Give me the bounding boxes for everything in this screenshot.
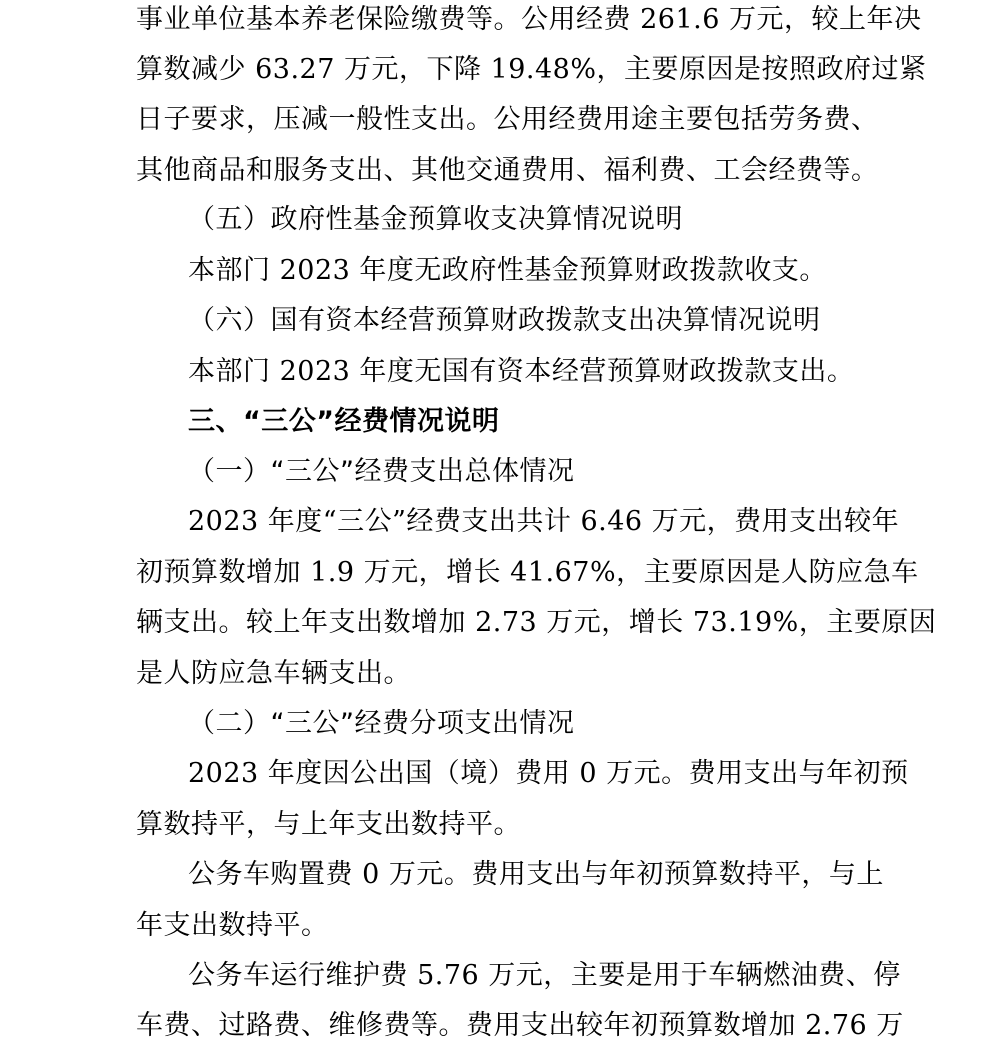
section-heading-one: （一）“三公”经费支出总体情况 — [188, 456, 575, 487]
body-text-line: 本部门 2023 年度无政府性基金预算财政拨款收支。 — [188, 255, 827, 286]
body-text-line: 年支出数持平。 — [136, 910, 329, 941]
body-text-line: 本部门 2023 年度无国有资本经营预算财政拨款支出。 — [188, 356, 855, 387]
section-heading-two: （二）“三公”经费分项支出情况 — [188, 708, 575, 739]
body-text-line: 算数持平，与上年支出数持平。 — [136, 809, 521, 840]
chapter-heading-three: 三、“三公”经费情况说明 — [188, 406, 500, 437]
body-text-line: 车费、过路费、维修费等。费用支出较年初预算数增加 2.76 万 — [136, 1010, 904, 1041]
body-text-line: 辆支出。较上年支出数增加 2.73 万元，增长 73.19%，主要原因 — [136, 607, 937, 638]
section-heading-five: （五）政府性基金预算收支决算情况说明 — [188, 204, 683, 235]
section-heading-six: （六）国有资本经营预算财政拨款支出决算情况说明 — [188, 305, 821, 336]
body-text-line: 是人防应急车辆支出。 — [136, 658, 411, 689]
body-text-line: 事业单位基本养老保险缴费等。公用经费 261.6 万元，较上年决 — [136, 4, 922, 35]
body-text-line: 算数减少 63.27 万元，下降 19.48%，主要原因是按照政府过紧 — [136, 54, 927, 85]
body-text-line: 2023 年度“三公”经费支出共计 6.46 万元，费用支出较年 — [188, 506, 900, 537]
body-text-line: 公务车购置费 0 万元。费用支出与年初预算数持平，与上 — [188, 859, 884, 890]
body-text-line: 日子要求，压减一般性支出。公用经费用途主要包括劳务费、 — [136, 104, 879, 135]
body-text-line: 其他商品和服务支出、其他交通费用、福利费、工会经费等。 — [136, 155, 879, 186]
body-text-line: 初预算数增加 1.9 万元，增长 41.67%，主要原因是人防应急车 — [136, 557, 919, 588]
body-text-line: 2023 年度因公出国（境）费用 0 万元。费用支出与年初预 — [188, 758, 909, 789]
body-text-line: 公务车运行维护费 5.76 万元，主要是用于车辆燃油费、停 — [188, 960, 901, 991]
